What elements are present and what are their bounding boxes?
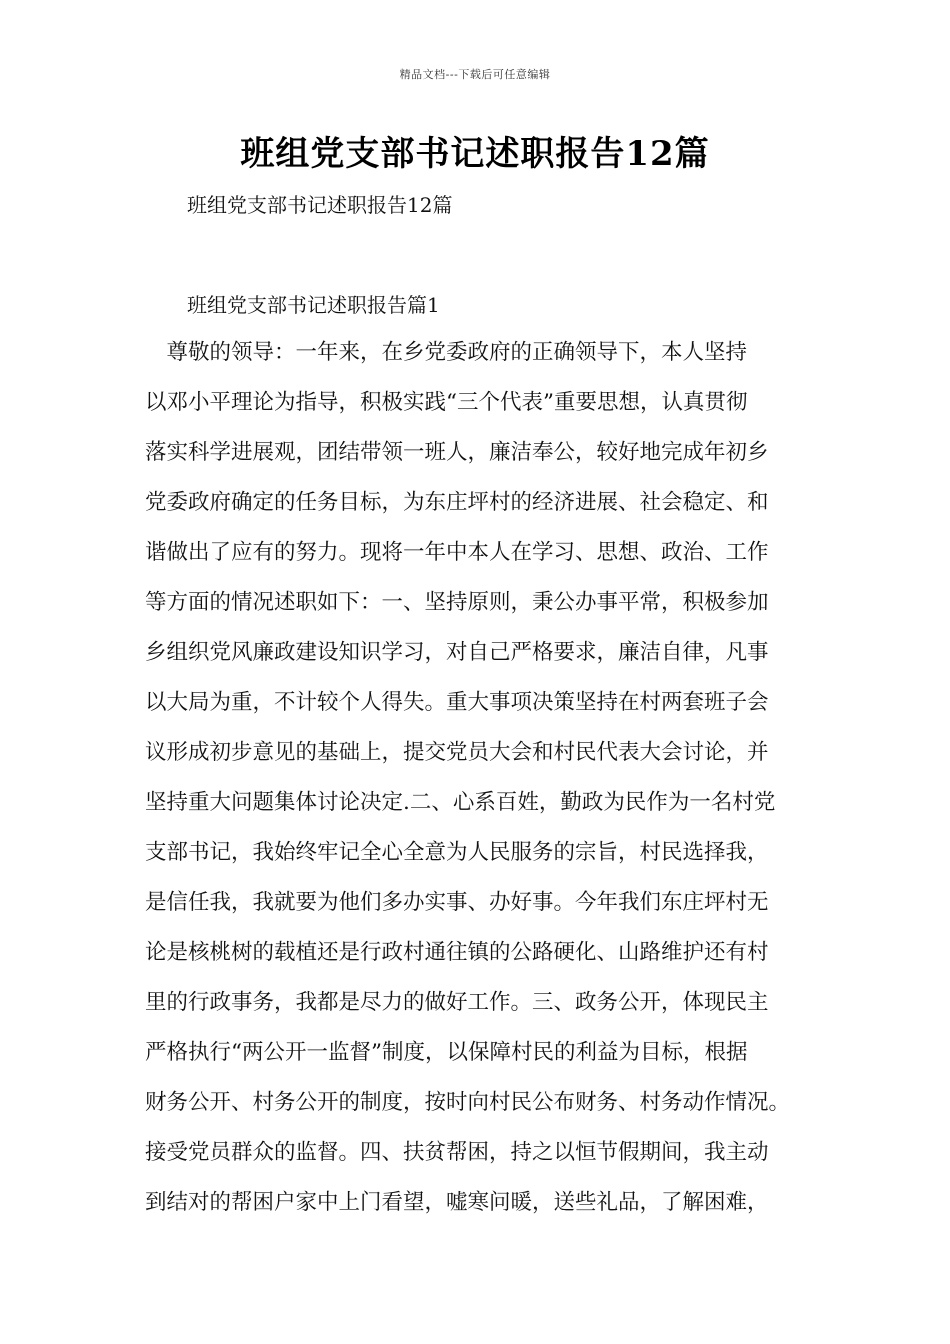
document-title: 班组党支部书记述职报告12篇 (240, 134, 710, 174)
body-line: 论是核桃树的载植还是行政村通往镇的公路硬化、山路维护还有村 (145, 940, 769, 965)
body-line: 坚持重大问题集体讨论决定.二、心系百姓，勤政为民作为一名村党 (145, 790, 776, 815)
body-line: 到结对的帮困户家中上门看望，嘘寒问暖，送些礼品，了解困难， (145, 1190, 769, 1215)
body-line: 落实科学进展观，团结带领一班人，廉洁奉公，较好地完成年初乡 (145, 440, 769, 465)
section-heading: 班组党支部书记述职报告篇1 (187, 293, 440, 317)
body-text (145, 336, 845, 1236)
body-line: 党委政府确定的任务目标，为东庄坪村的经济进展、社会稳定、和 (145, 490, 769, 515)
body-line: 财务公开、村务公开的制度，按时向村民公布财务、村务动作情况。 (145, 1090, 791, 1115)
body-line: 等方面的情况述职如下：一、坚持原则，秉公办事平常，积极参加 (145, 590, 769, 615)
document-subtitle: 班组党支部书记述职报告12篇 (187, 193, 453, 217)
body-line: 谐做出了应有的努力。现将一年中本人在学习、思想、政治、工作 (145, 540, 769, 565)
body-line: 议形成初步意见的基础上，提交党员大会和村民代表大会讨论，并 (145, 740, 769, 765)
body-line: 支部书记，我始终牢记全心全意为人民服务的宗旨，村民选择我， (145, 840, 769, 865)
body-line: 乡组织党风廉政建设知识学习，对自己严格要求，廉洁自律，凡事 (145, 640, 769, 665)
body-line: 里的行政事务，我都是尽力的做好工作。三、政务公开，体现民主 (145, 990, 769, 1015)
body-line: 尊敬的领导：一年来，在乡党委政府的正确领导下，本人坚持 (145, 340, 748, 365)
body-line: 接受党员群众的监督。四、扶贫帮困，持之以恒节假期间，我主动 (145, 1140, 769, 1165)
body-line: 严格执行“两公开一监督”制度，以保障村民的利益为目标，根据 (145, 1040, 748, 1065)
body-line: 以邓小平理论为指导，积极实践“三个代表”重要思想，认真贯彻 (145, 390, 748, 415)
header-note: 精品文档---下载后可任意编辑 (399, 68, 551, 81)
body-line: 是信任我，我就要为他们多办实事、办好事。今年我们东庄坪村无 (145, 890, 769, 915)
body-line: 以大局为重，不计较个人得失。重大事项决策坚持在村两套班子会 (145, 690, 769, 715)
